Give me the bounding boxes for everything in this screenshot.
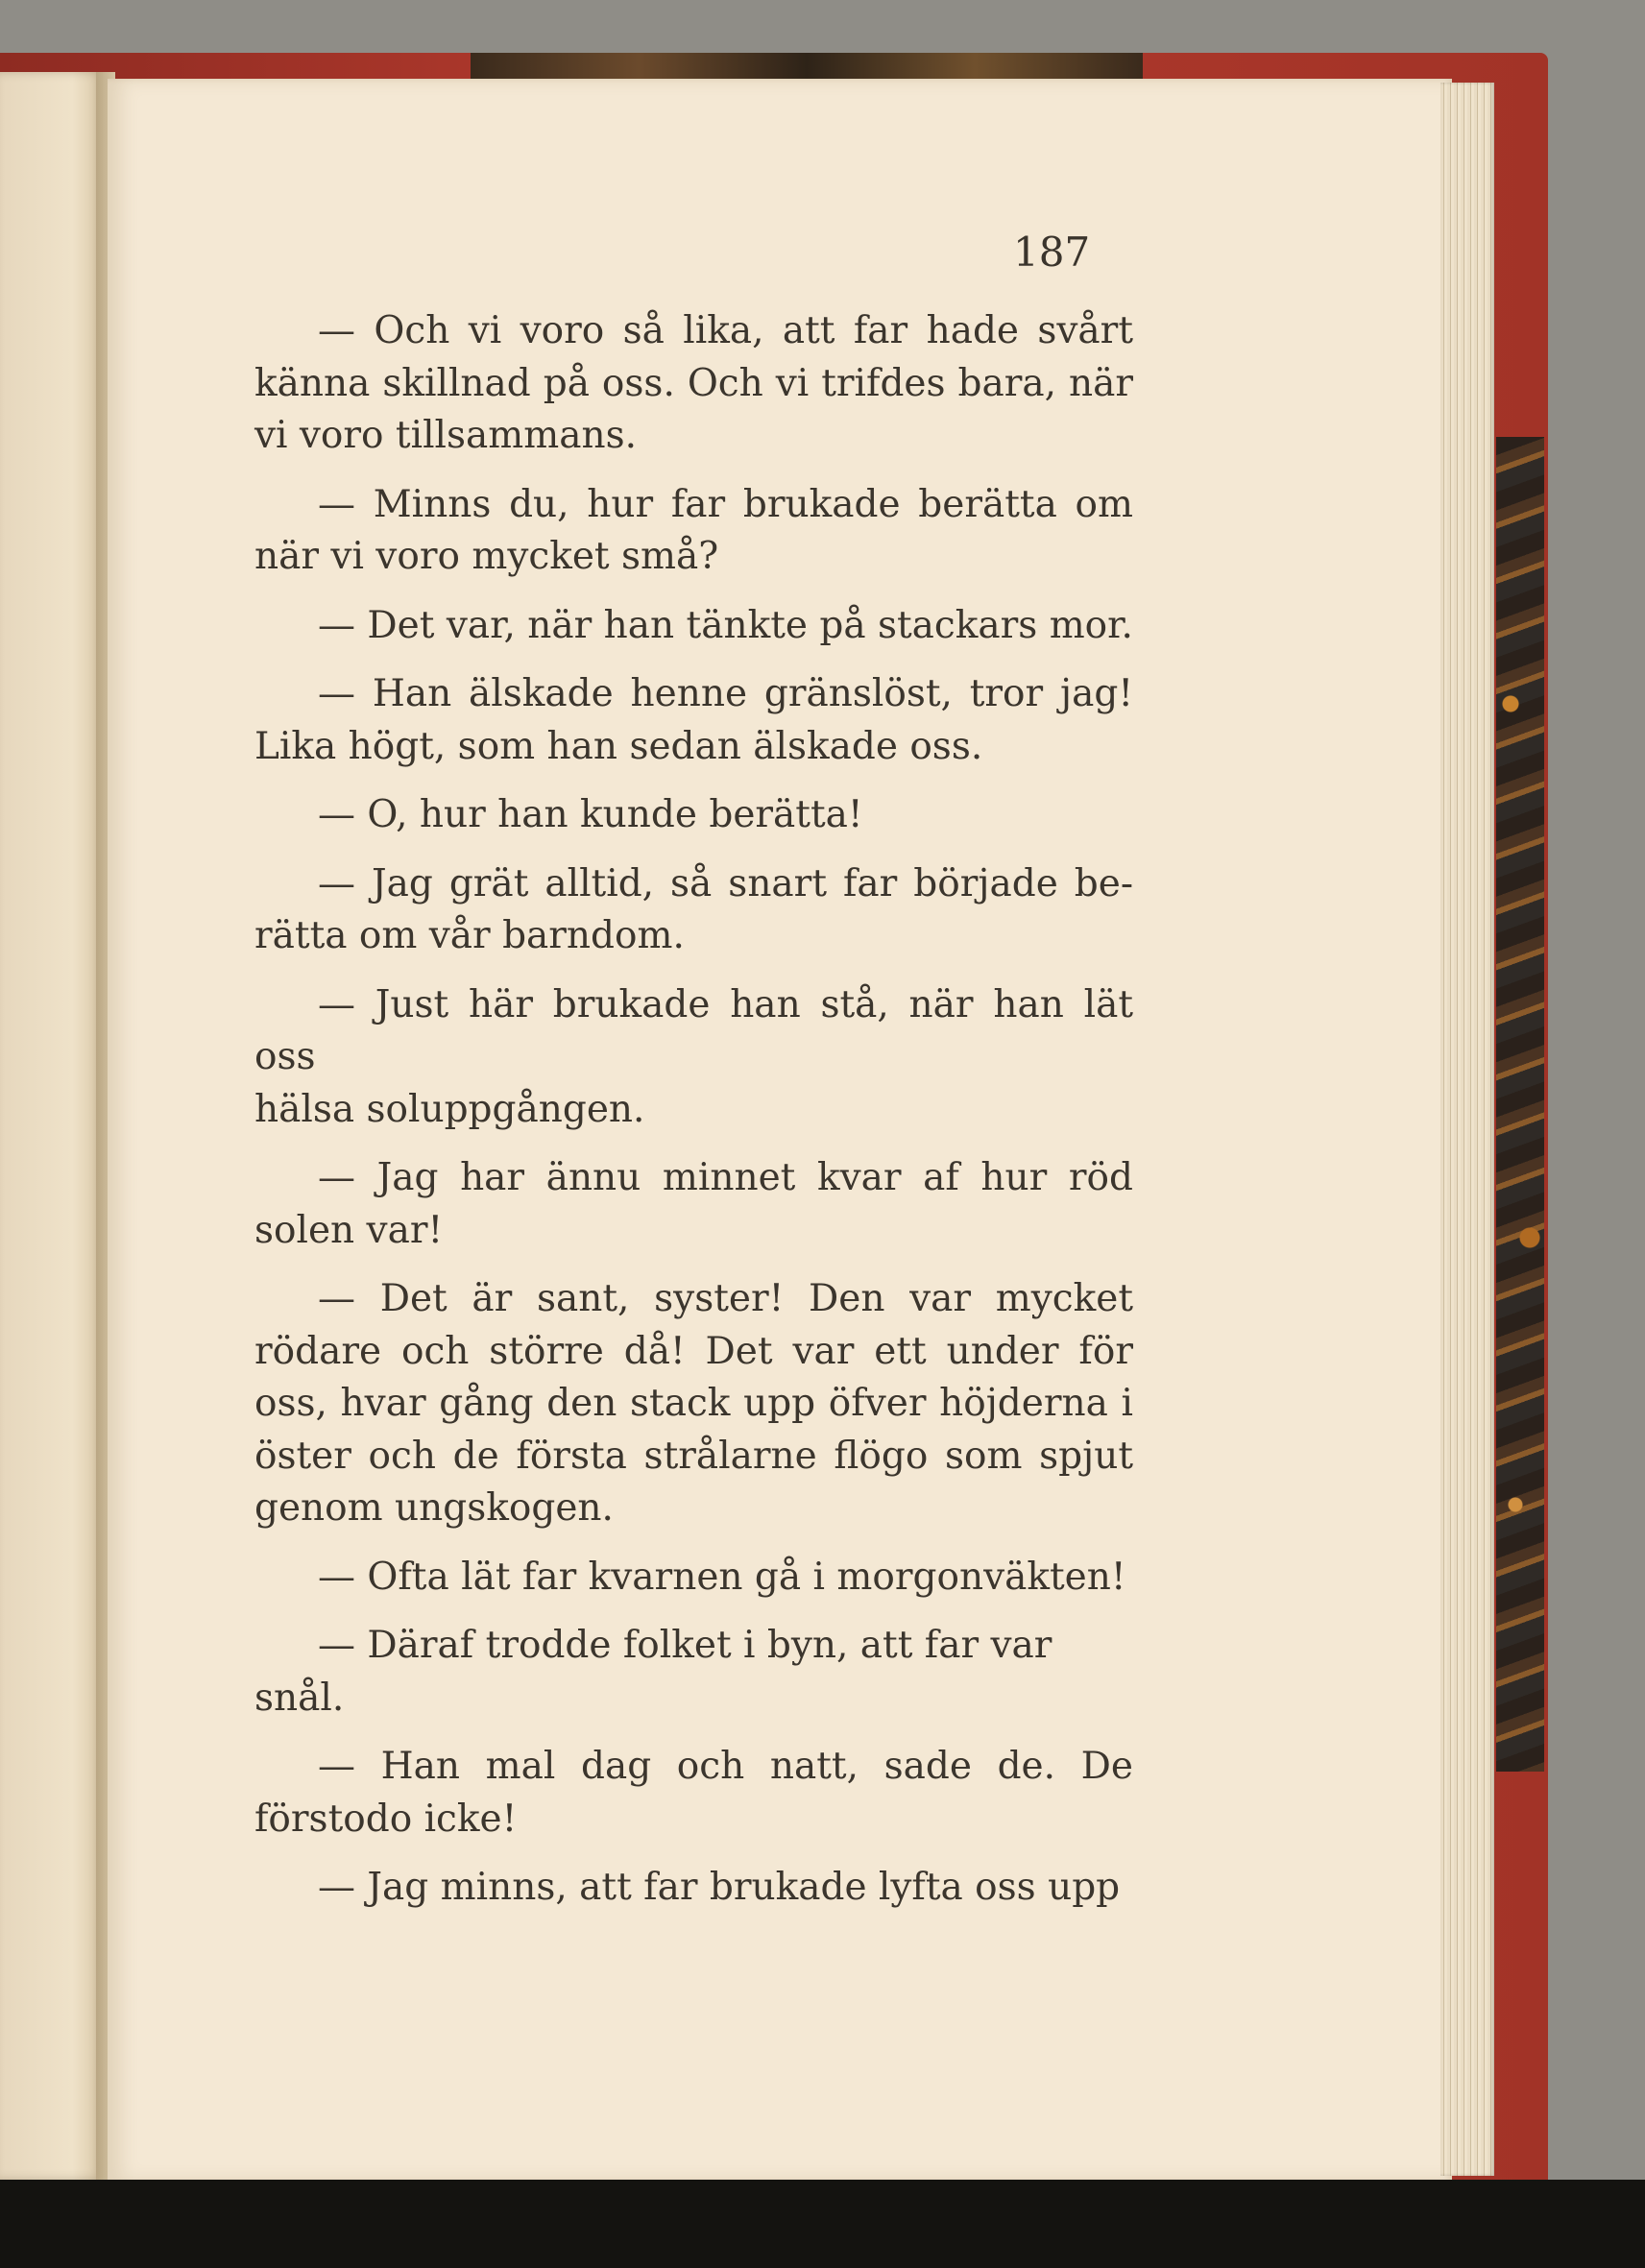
paragraph <box>254 1152 1133 1257</box>
paragraph <box>254 479 1133 584</box>
text-line: — Jag har ännu minnet kvar af hur röd <box>318 1156 1133 1199</box>
text-line: solen var! <box>254 1208 444 1252</box>
paragraph <box>254 1273 1133 1535</box>
spine-top-marbling <box>471 53 1143 80</box>
text-line: — Minns du, hur far brukade berätta om <box>318 482 1133 526</box>
marbled-edge <box>1496 437 1544 1772</box>
text-line: öster och de första strålarne flögo som spjut <box>254 1434 1133 1478</box>
text-line: förstodo icke! <box>254 1797 518 1841</box>
paragraph <box>254 979 1133 1137</box>
paragraph <box>254 600 1133 653</box>
text-line: — Det var, när han tänkte på stackars mor. <box>318 603 1133 647</box>
paragraph <box>254 1741 1133 1846</box>
text-line: känna skillnad på oss. Och vi trifdes bara, när <box>254 361 1133 405</box>
text-line: rödare och större då! Det var ett under för <box>254 1329 1133 1373</box>
text-line: vi voro tillsammans. <box>254 414 638 457</box>
text-line: Lika högt, som han sedan älskade oss. <box>254 724 983 768</box>
paragraph <box>254 789 1133 842</box>
text-line: — Ofta lät far kvarnen gå i morgonväkten! <box>318 1555 1126 1599</box>
text-line: — O, hur han kunde berätta! <box>318 793 863 836</box>
paragraph <box>254 305 1133 463</box>
text-line: — Just här brukade han stå, när han lät oss <box>254 982 1133 1078</box>
text-line: — Han älskade henne gränslöst, tror jag! <box>318 672 1133 715</box>
text-line: — Däraf trodde folket i byn, att far var snål. <box>254 1624 1052 1720</box>
page-edges <box>1440 83 1494 2176</box>
text-line: — Det är sant, syster! Den var mycket <box>318 1277 1133 1320</box>
paragraph <box>254 1552 1133 1604</box>
paragraph <box>254 858 1133 963</box>
background-bottom <box>0 2180 1645 2268</box>
paragraph <box>254 668 1133 773</box>
text-line: — Jag minns, att far brukade lyfta oss upp <box>318 1866 1121 1909</box>
paragraph <box>254 1862 1133 1915</box>
text-line: — Och vi voro så lika, att far hade svårt <box>318 309 1133 352</box>
text-line: genom ungskogen. <box>254 1486 614 1530</box>
left-page-edge <box>0 72 104 2180</box>
text-line: när vi voro mycket små? <box>254 535 719 578</box>
text-line: — Han mal dag och natt, sade de. De <box>318 1745 1133 1788</box>
paragraph <box>254 1620 1133 1725</box>
text-line: — Jag grät alltid, så snart far började be- <box>318 861 1133 905</box>
text-line: hälsa soluppgången. <box>254 1087 645 1131</box>
page-number: 187 <box>1013 229 1091 276</box>
text-line: rätta om vår barndom. <box>254 914 685 957</box>
page-text <box>254 305 1133 1931</box>
text-line: oss, hvar gång den stack upp öfver höjderna i <box>254 1382 1133 1425</box>
